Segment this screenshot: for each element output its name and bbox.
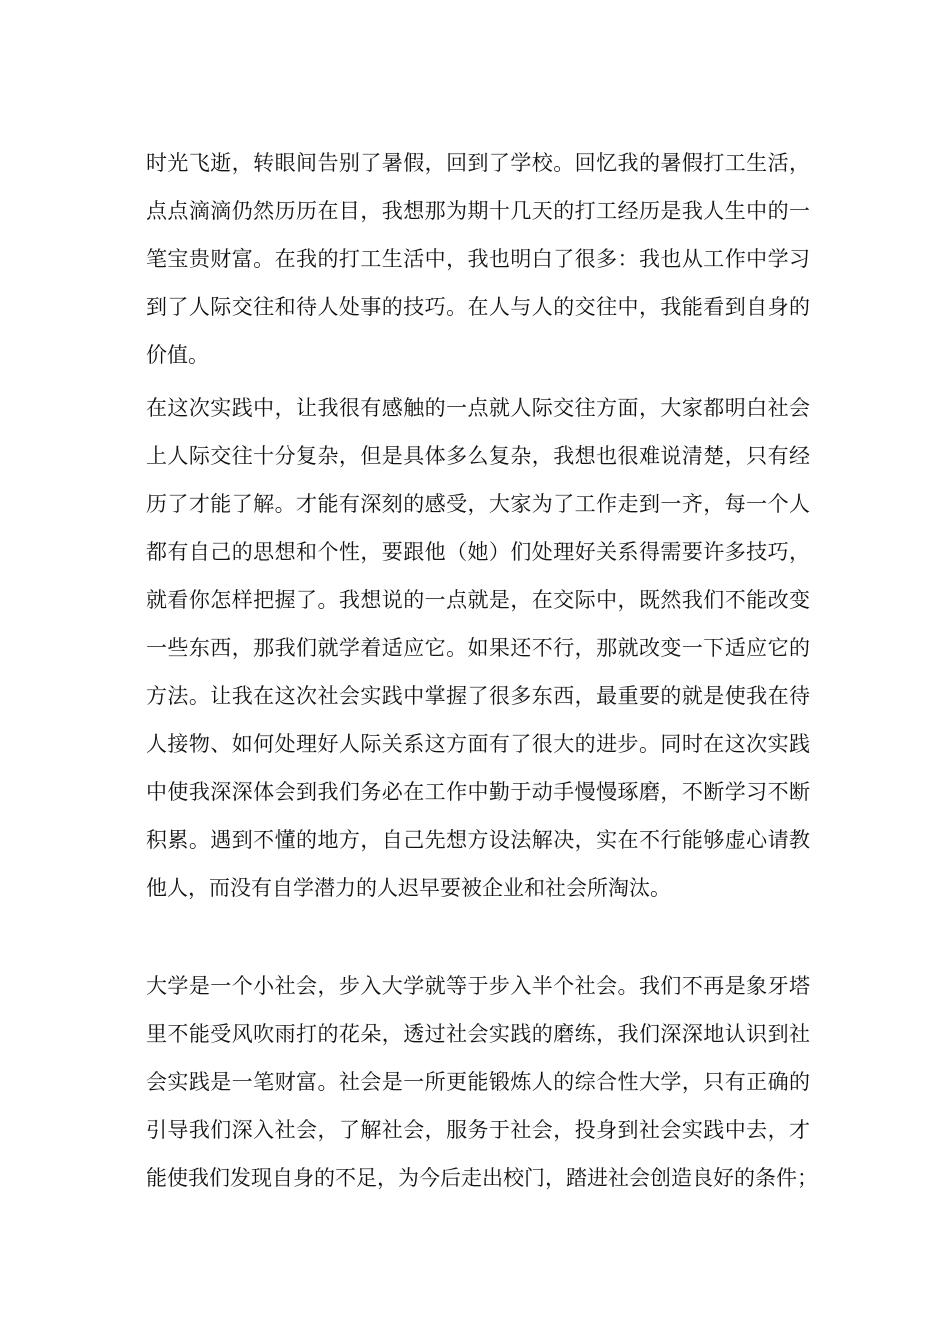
text-line: 上人际交往十分复杂，但是具体多么复杂，我想也很难说清楚，只有经 — [146, 444, 810, 468]
text-line: 时光飞逝，转眼间告别了暑假，回到了学校。回忆我的暑假打工生活， — [146, 151, 810, 175]
text-line: 都有自己的思想和个性，要跟他（她）们处理好关系得需要许多技巧， — [146, 540, 810, 564]
text-line: 大学是一个小社会，步入大学就等于步入半个社会。我们不再是象牙塔 — [146, 974, 810, 998]
text-line: 人接物、如何处理好人际关系这方面有了很大的进步。同时在这次实践 — [146, 732, 810, 756]
text-line: 笔宝贵财富。在我的打工生活中，我也明白了很多：我也从工作中学习 — [146, 247, 810, 271]
text-line: 点点滴滴仍然历历在目，我想那为期十几天的打工经历是我人生中的一 — [146, 199, 810, 223]
text-line: 就看你怎样把握了。我想说的一点就是，在交际中，既然我们不能改变 — [146, 588, 810, 612]
text-line: 能使我们发现自身的不足，为今后走出校门，踏进社会创造良好的条件； — [146, 1166, 818, 1190]
text-line: 在这次实践中，让我很有感触的一点就人际交往方面，大家都明白社会 — [146, 396, 810, 420]
text-line: 历了才能了解。才能有深刻的感受，大家为了工作走到一齐，每一个人 — [146, 492, 810, 516]
text-line: 他人，而没有自学潜力的人迟早要被企业和社会所淘汰。 — [146, 876, 671, 900]
text-line: 积累。遇到不懂的地方，自己先想方设法解决，实在不行能够虚心请教 — [146, 828, 810, 852]
text-line: 中使我深深体会到我们务必在工作中勤于动手慢慢琢磨，不断学习不断 — [146, 780, 810, 804]
text-line: 方法。让我在这次社会实践中掌握了很多东西，最重要的就是使我在待 — [146, 684, 810, 708]
paragraph-2 — [146, 384, 810, 912]
text-line: 会实践是一笔财富。社会是一所更能锻炼人的综合性大学，只有正确的 — [146, 1070, 810, 1094]
paragraph-1 — [146, 139, 810, 379]
text-line: 里不能受风吹雨打的花朵，透过社会实践的磨练，我们深深地认识到社 — [146, 1022, 810, 1046]
text-line: 引导我们深入社会，了解社会，服务于社会，投身到社会实践中去，才 — [146, 1118, 810, 1142]
text-line: 价值。 — [146, 343, 209, 367]
text-line: 到了人际交往和待人处事的技巧。在人与人的交往中，我能看到自身的 — [146, 295, 810, 319]
text-line: 一些东西，那我们就学着适应它。如果还不行，那就改变一下适应它的 — [146, 636, 810, 660]
paragraph-3 — [146, 962, 818, 1202]
